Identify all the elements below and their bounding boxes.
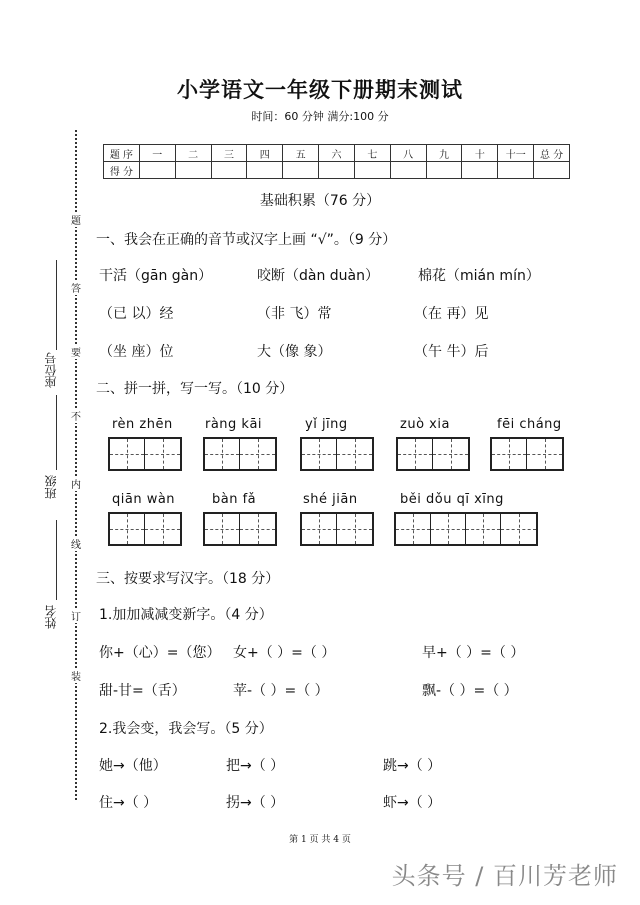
score-header-cell: 题 序 [104,145,140,162]
watermark: 头条号 / 百川芳老师 [391,862,618,890]
score-header-cell: 二 [175,145,211,162]
class-label: 班级 [44,475,58,499]
score-cell[interactable] [534,162,570,179]
writing-grid[interactable] [108,437,182,471]
writing-grid[interactable] [108,512,182,546]
writing-grid[interactable] [394,512,538,546]
choice-item[interactable]: 大（像 象） [257,344,332,360]
name-label: 姓名 [44,605,58,629]
exercise-item[interactable]: 女+（ ）=（ ） [233,645,336,661]
score-cell[interactable] [426,162,462,179]
exercise-item: 甜-甘=（舌） [99,683,186,699]
exercise-item[interactable]: 跳→（ ） [383,758,442,774]
choice-item[interactable]: 咬断（dàn duàn） [257,268,380,284]
exercise-item[interactable]: 苹-（ ）=（ ） [233,683,329,699]
score-header-cell: 总 分 [534,145,570,162]
score-cell[interactable] [390,162,426,179]
margin-char: 要 [69,344,83,359]
subsection-title: 1.加加减减变新字。（4 分） [99,607,273,623]
writing-grid[interactable] [300,512,374,546]
choice-item[interactable]: （非 飞）常 [257,306,332,322]
exercise-item[interactable]: 住→（ ） [99,795,158,811]
writing-grid[interactable] [300,437,374,471]
exercise-item: 她→（他） [99,758,167,774]
pinyin-label: fēi cháng [497,417,562,432]
page-title: 小学语文一年级下册期末测试 [177,78,463,102]
margin-char: 题 [69,212,83,227]
score-cell[interactable] [319,162,355,179]
score-header-cell: 五 [283,145,319,162]
margin-char: 内 [69,476,83,491]
score-header-cell: 七 [354,145,390,162]
pinyin-label: rèn zhēn [112,417,173,432]
score-cell[interactable] [211,162,247,179]
score-cell[interactable] [283,162,319,179]
basics-heading: 基础积累（76 分） [259,193,381,209]
pinyin-label: qiān wàn [112,492,176,507]
score-cell[interactable] [139,162,175,179]
margin-char: 不 [69,408,83,423]
pinyin-label: bàn fǎ [212,492,257,507]
pinyin-label: zuò xia [400,417,450,432]
exam-info: 时间：60 分钟 满分:100 分 [251,110,389,123]
exercise-item[interactable]: 拐→（ ） [226,795,285,811]
choice-item[interactable]: （已 以）经 [99,306,174,322]
seat-fill-line[interactable] [56,260,57,350]
score-header-cell: 三 [211,145,247,162]
exercise-item[interactable]: 飘-（ ）=（ ） [422,683,518,699]
score-cell[interactable] [354,162,390,179]
page-number: 第 1 页 共 4 页 [289,835,351,845]
section1-title: 一、我会在正确的音节或汉字上画 “√”。（9 分） [96,232,397,248]
writing-grid[interactable] [203,512,277,546]
exercise-item[interactable]: 早+（ ）=（ ） [422,645,525,661]
choice-item[interactable]: （午 牛）后 [414,344,489,360]
pinyin-label: yǐ jīng [305,417,348,432]
exercise-item[interactable]: 虾→（ ） [383,795,442,811]
score-table [103,144,570,179]
margin-char: 订 [69,608,83,623]
score-header-cell: 十 [462,145,498,162]
pinyin-label: shé jiān [303,492,358,507]
score-header-cell: 六 [319,145,355,162]
score-cell[interactable] [175,162,211,179]
section2-title: 二、拼一拼，写一写。（10 分） [96,381,294,397]
pinyin-label: běi dǒu qī xīng [400,492,504,507]
score-cell[interactable] [247,162,283,179]
writing-grid[interactable] [203,437,277,471]
score-header-cell: 四 [247,145,283,162]
choice-item[interactable]: （在 再）见 [414,306,489,322]
choice-item[interactable]: （坐 座）位 [99,344,174,360]
writing-grid[interactable] [490,437,564,471]
subsection-title: 2.我会变，我会写。（5 分） [99,721,273,737]
choice-item[interactable]: 干活（gān gàn） [99,268,213,284]
score-header-cell: 一 [139,145,175,162]
exercise-item[interactable]: 把→（ ） [226,758,285,774]
score-row-label: 得 分 [104,162,140,179]
choice-item[interactable]: 棉花（mián mín） [418,268,540,284]
exercise-item: 你+（心）=（您） [99,645,221,661]
score-cell[interactable] [462,162,498,179]
pinyin-label: ràng kāi [205,417,263,432]
seat-label: 座位号 [44,352,58,388]
score-header-cell: 八 [390,145,426,162]
margin-char: 线 [69,536,83,551]
score-header-cell: 十一 [498,145,534,162]
score-header-cell: 九 [426,145,462,162]
section3-title: 三、按要求写汉字。（18 分） [96,571,280,587]
score-cell[interactable] [498,162,534,179]
margin-char: 答 [69,280,83,295]
margin-char: 装 [69,668,83,683]
writing-grid[interactable] [396,437,470,471]
